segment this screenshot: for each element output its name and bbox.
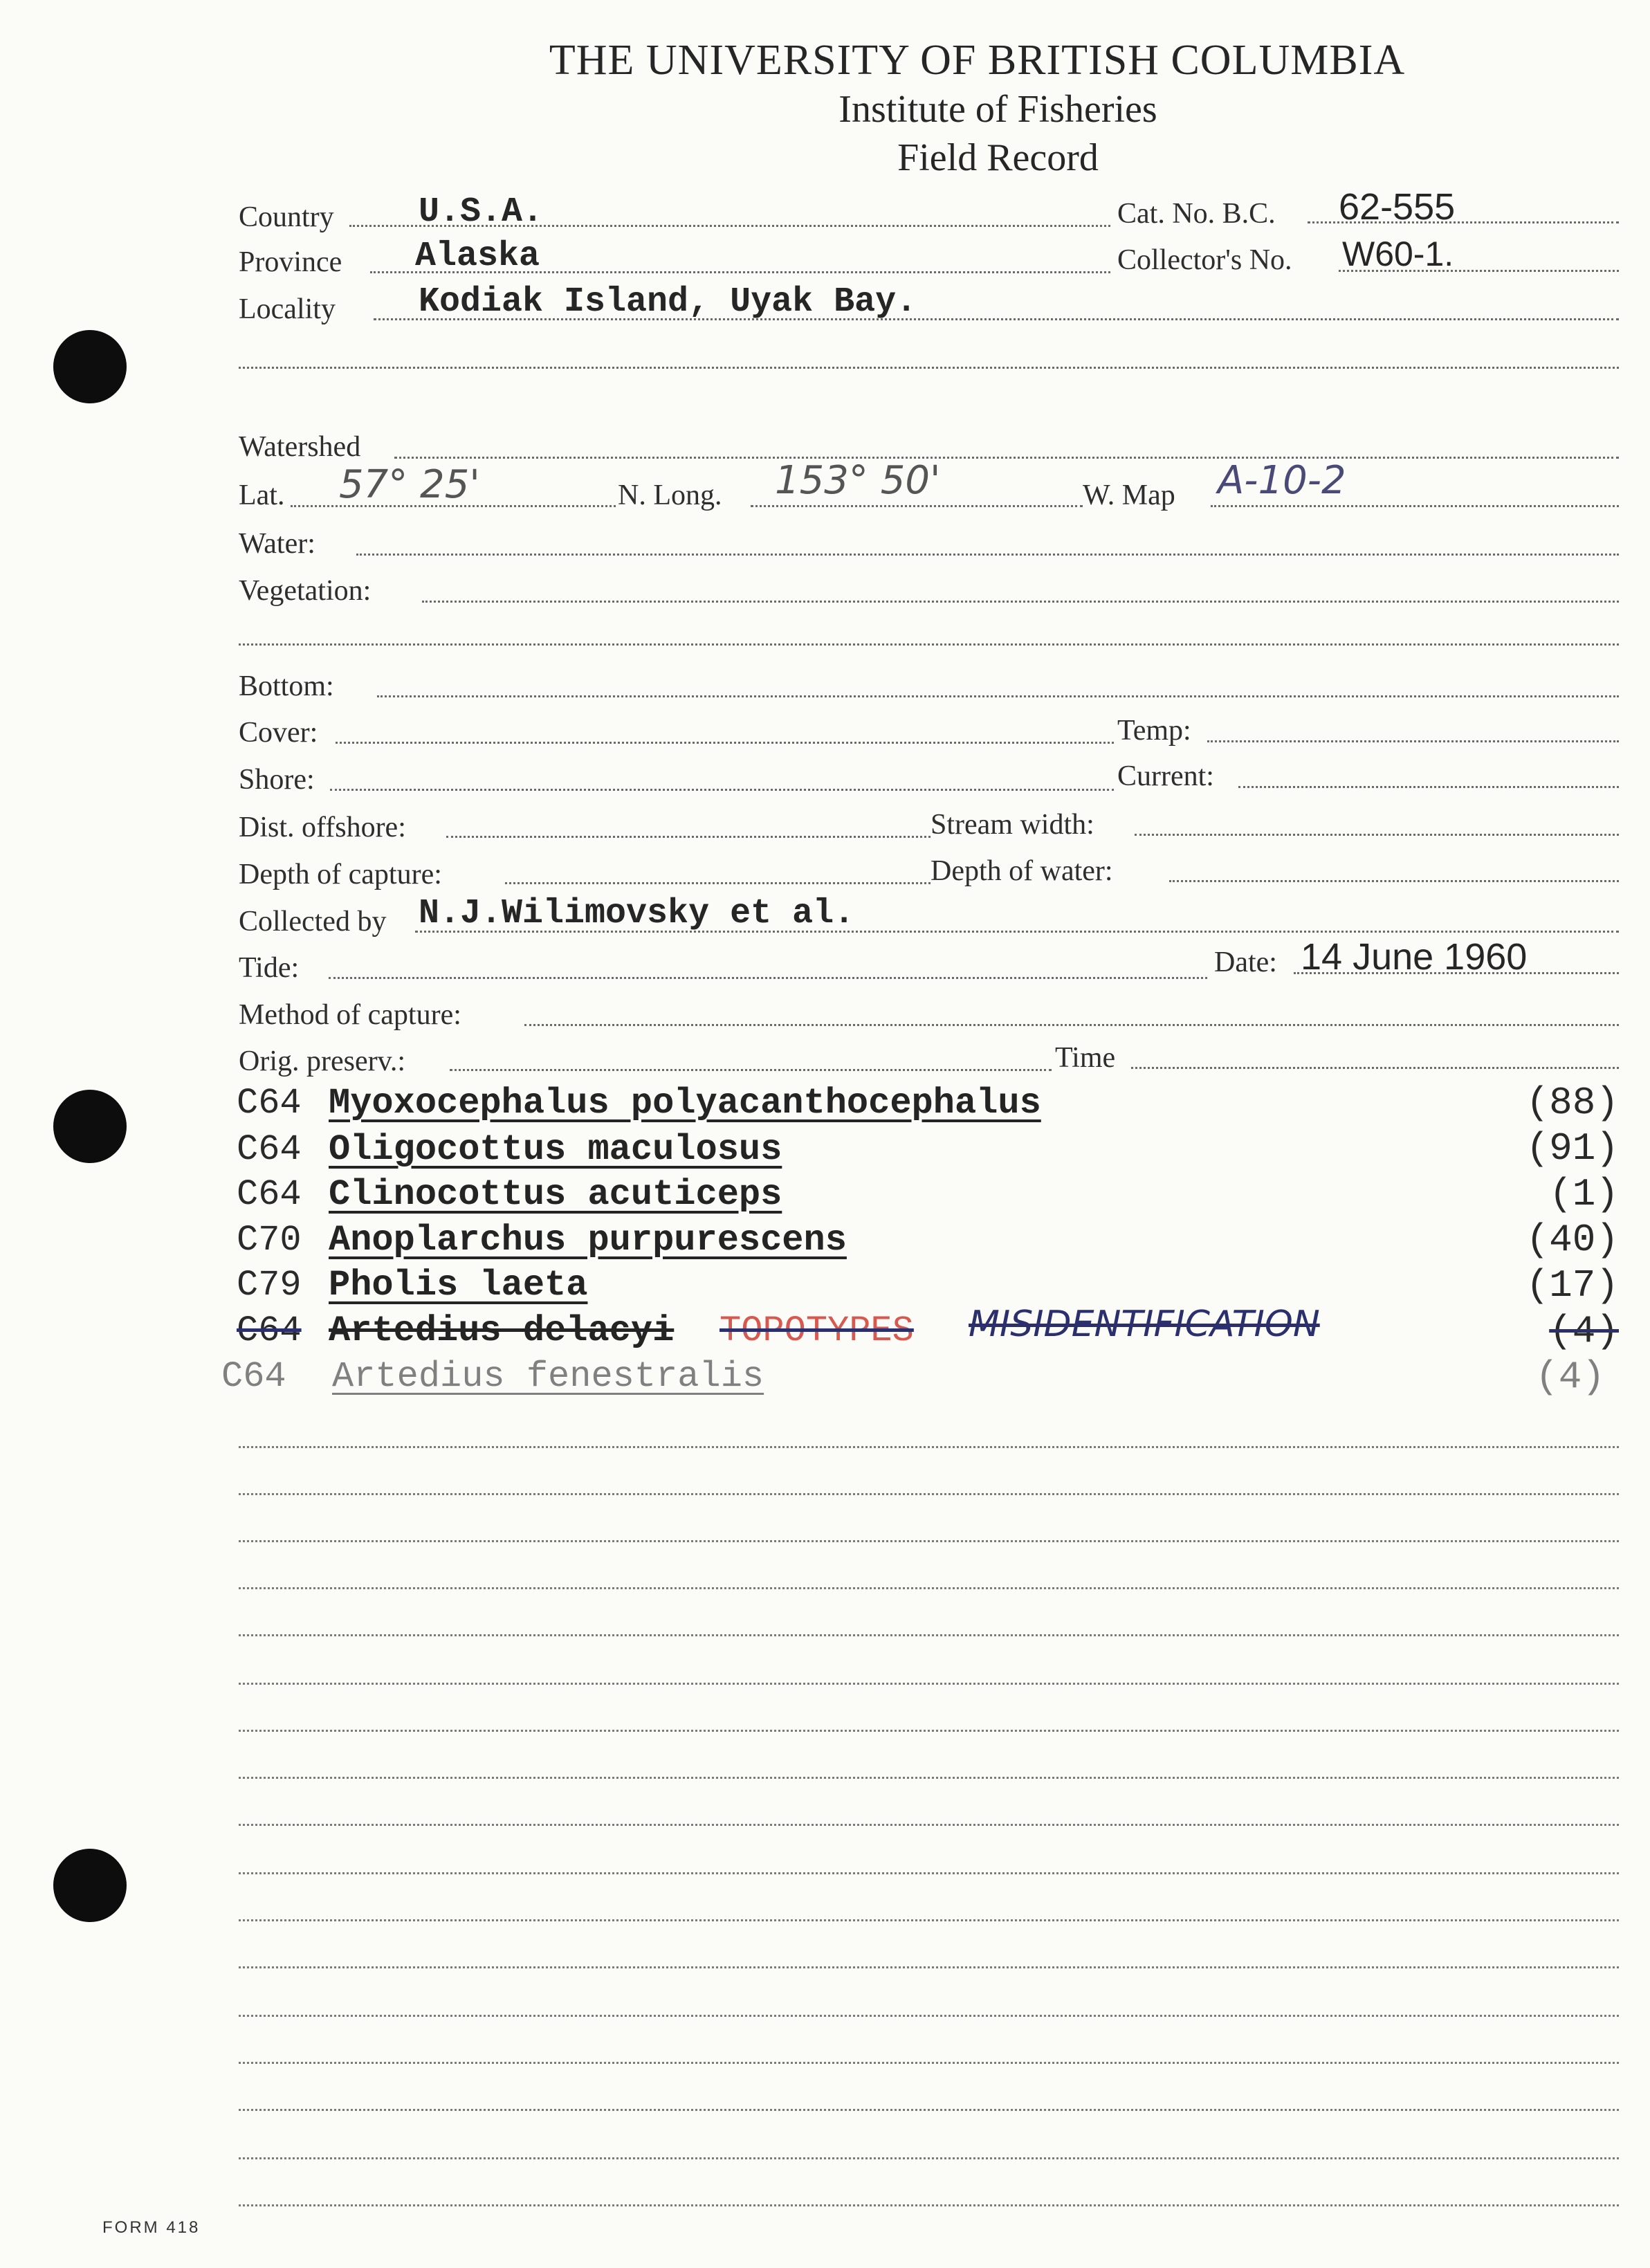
depth-capture-label: Depth of capture: xyxy=(239,859,442,890)
cat-no-value: 62-555 xyxy=(1339,186,1456,228)
watershed-label: Watershed xyxy=(239,431,361,463)
punch-hole-bottom xyxy=(53,1849,127,1922)
specimen-name: Oligocottus maculosus xyxy=(329,1129,782,1170)
cat-no-label: Cat. No. B.C. xyxy=(1117,198,1276,230)
vegetation-label: Vegetation: xyxy=(239,575,372,607)
bottom-label: Bottom: xyxy=(239,670,334,702)
misidentification-annotation: MISIDENTIFICATION xyxy=(969,1304,1320,1345)
specimen-code: C64 xyxy=(237,1083,302,1124)
specimen-code: C64 xyxy=(237,1310,302,1351)
specimen-count: (91) xyxy=(1525,1126,1619,1171)
institute-name: Institute of Fisheries xyxy=(838,88,1157,131)
specimen-name: Pholis laeta xyxy=(329,1265,588,1306)
date-label: Date: xyxy=(1214,946,1277,978)
province-value: Alaska xyxy=(415,237,540,276)
specimen-name: Artedius delacyi xyxy=(329,1310,675,1351)
specimen-count: (40) xyxy=(1525,1218,1619,1262)
method-label: Method of capture: xyxy=(239,999,461,1031)
time-label: Time xyxy=(1055,1042,1116,1074)
punch-hole-middle xyxy=(53,1090,127,1163)
specimen-code: C70 xyxy=(237,1220,302,1261)
collector-no-value: W60-1. xyxy=(1342,235,1454,273)
map-value: A-10-2 xyxy=(1218,458,1346,503)
collected-by-label: Collected by xyxy=(239,906,387,938)
collector-no-label: Collector's No. xyxy=(1117,244,1292,276)
specimen-code: C64 xyxy=(237,1129,302,1170)
punch-hole-top xyxy=(53,330,127,403)
specimen-count: (4) xyxy=(1535,1355,1605,1399)
dist-offshore-label: Dist. offshore: xyxy=(239,812,406,843)
country-label: Country xyxy=(239,201,334,233)
province-label: Province xyxy=(239,246,342,278)
shore-label: Shore: xyxy=(239,764,315,796)
form-number: FORM 418 xyxy=(102,2218,201,2237)
cover-label: Cover: xyxy=(239,717,318,749)
date-value: 14 June 1960 xyxy=(1301,936,1528,978)
lat-label: Lat. xyxy=(239,479,285,511)
collected-by-value: N.J.Wilimovsky et al. xyxy=(419,894,855,933)
specimen-count: (88) xyxy=(1525,1081,1619,1125)
specimen-count: (4) xyxy=(1549,1309,1619,1353)
locality-label: Locality xyxy=(239,293,336,325)
stream-width-label: Stream width: xyxy=(931,809,1094,841)
specimen-code: C64 xyxy=(221,1356,286,1397)
specimen-count: (1) xyxy=(1549,1172,1619,1216)
topotypes-note: TOPOTYPES xyxy=(719,1310,914,1351)
specimen-name: Myoxocephalus polyacanthocephalus xyxy=(329,1083,1041,1124)
long-value: 153° 50' xyxy=(775,458,941,503)
specimen-name: Artedius fenestralis xyxy=(332,1356,764,1397)
specimen-name: Clinocottus acuticeps xyxy=(329,1174,782,1215)
specimen-name: Anoplarchus purpurescens xyxy=(329,1220,847,1261)
specimen-code: C64 xyxy=(237,1174,302,1215)
current-label: Current: xyxy=(1117,760,1214,792)
country-value: U.S.A. xyxy=(419,192,544,232)
lat-value: 57° 25' xyxy=(339,462,480,507)
orig-preserv-label: Orig. preserv.: xyxy=(239,1045,406,1077)
tide-label: Tide: xyxy=(239,952,300,984)
locality-value: Kodiak Island, Uyak Bay. xyxy=(419,282,917,322)
record-type: Field Record xyxy=(897,136,1099,179)
institution-title: THE UNIVERSITY OF BRITISH COLUMBIA xyxy=(549,37,1406,84)
water-label: Water: xyxy=(239,528,315,560)
specimen-code: C79 xyxy=(237,1265,302,1306)
map-label: W. Map xyxy=(1083,479,1175,511)
specimen-count: (17) xyxy=(1525,1263,1619,1308)
temp-label: Temp: xyxy=(1117,715,1191,747)
long-label: N. Long. xyxy=(618,479,722,511)
depth-water-label: Depth of water: xyxy=(931,855,1113,887)
